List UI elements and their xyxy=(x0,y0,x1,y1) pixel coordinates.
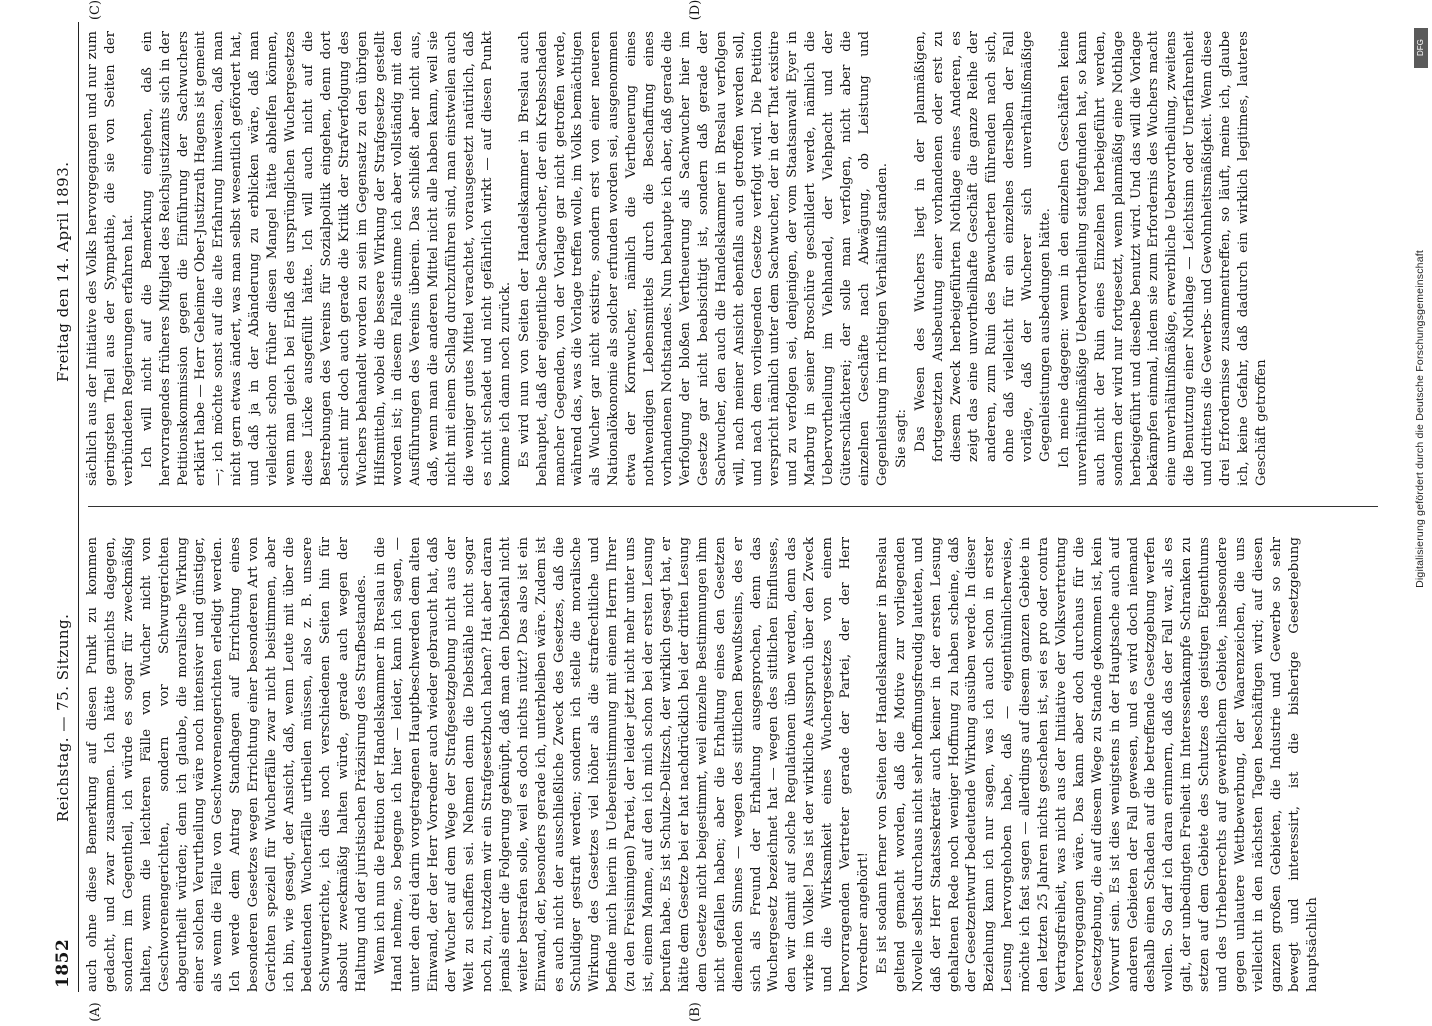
running-header xyxy=(48,22,79,992)
left-paragraph-2: Wenn ich nun die Petition der Handelskammer in Breslau in die Hand nehme, so begegne ich hier — leider, kann ich sagen, — unter den drei darin vorgetragenen Hauptbeschwerden dem alten Einwand, der der Herr Vorredner auch wieder gebraucht hat, daß der Wucher auf dem Wege der Strafgesetzgebung nicht aus der Welt zu schaffen sei. Nehmen denn die Diebstähle nicht sogar noch zu, trotzdem wir ein Strafgesetzbuch haben? Hat aber daran jemals einer die Folgerung geknüpft, daß man den Diebstahl nicht weiter bestrafen solle, weil es doch nichts nützt? Das also ist ein Einwand, der, besonders gerade ich, unterbleiben wäre. Zudem ist es auch nicht der ausschließliche Zweck des Gesetzes, daß die Schuldiger gestraft werden; sondern ich stelle die moralische Wirkung des Gesetzes viel höher als die strafrechtliche und befinde mich hierin in Uebereinstimmung mit einem Herrn Ihrer (zu den Freisinnigen) Partei, der leider jetzt nicht mehr unter uns ist, einem Manne, auf den ich mich schon bei der ersten Lesung berufen habe. Es ist Schulze-Delitzsch, der wirklich gesagt hat, er hätte dem Gesetze bei er hat nachdrücklich bei der dritten Lesung dem Gesetze nicht beigestimmt, weil einzelne Bestimmungen ihm nicht gefallen haben; aber die Erhaltung eines den Gesetzen dienenden Sinnes — wegen des sittlichen Bewußtseins, des er sich als Freund der Erhaltung ausgesprochen, denn das Wuchergesetz bezeichnet hat — wegen des sittlichen Einflusses, den wir damit auf solche Regulationen üben werden, denn das wirke im Volke! Das ist der wirkliche Ausspruch über den Zweck und die Wirksamkeit eines Wuchergesetzes von einem hervorragenden Vertreter gerade der Partei, der der Herr Vorredner angehört! xyxy=(372,537,871,992)
header-left-title: Reichstag. — 75. Sitzung. xyxy=(54,613,72,822)
page-number: 1852 xyxy=(53,938,73,988)
margin-marker-d: (D) xyxy=(688,0,703,21)
left-paragraph-3: Es ist sodann ferner von Seiten der Handelskammer in Breslau geltend gemacht worden, daß die Motive zur vorliegenden Novelle selbst durchaus nicht sehr hoffnungsfreudig lauteten, und daß der Herr Staatssekretär auch keiner in der ersten Lesung gehaltenen Rede noch weniger Hoffnung zu haben scheine, daß der Gesetzentwurf bedeutende Wirkung ausüben werde. In dieser Beziehung kann ich nur sagen, was ich auch schon in erster Lesung hervorgehoben habe, daß — eigenthümlicherweise, möchte ich fast sagen — allerdings auf diesem ganzen Gebiete in den letzten 25 Jahren nichts geschehen ist, sei es pro oder contra Vertragsfreiheit, was nicht aus der Initiative der Volksvertretung hervorgegangen wäre. Das kann aber doch durchaus für die Gesetzgebung, die auf diesem Wege zu Stande gekommen ist, kein Vorwurf sein. Es ist dies wenigstens in der Hauptsache auch auf anderen Gebieten der Fall gewesen, und es wird doch niemand deshalb einen Schaden auf die betreffende Gesetzgebung werfen wollen. So darf ich daran erinnern, daß das der Fall war, als es galt, der unbedingten Freiheit im Interessenkampfe Schranken zu setzen auf dem Gebiete des Schutzes des geistigen Eigenthums und des Urheberrechts auf gewerblichem Gebiete, insbesondere gegen unlautere Wettbewerbung, der Waarenzeichen, die uns vielleicht in den nächsten Tagen beschäftigen wird; auf diesen ganzen großen Gebieten, die Industrie und Gewerbe so sehr bewegt und interessirt, ist die bisherige Gesetzgebung hauptsächlich xyxy=(874,537,1320,992)
margin-marker-a: (A) xyxy=(88,1002,103,1022)
right-paragraph-1: sächlich aus der Initiative des Volks hervorgegangen und nur zum geringsten Theil aus der Sympathie, die sie von Seiten der verbündeten Regierungen erfahren hat. xyxy=(85,31,136,486)
left-paragraph-1: auch ohne diese Bemerkung auf diesen Punkt zu kommen gedacht, und zwar zusammen. Ich hätte garnichts dagegen, sondern im Gegentheil, ich würde es sogar für zweckmäßig halten, wenn die leichteren Fälle von Wucher nicht von Geschworenengerichten, sondern vor Schwurgerichten abgeurtheilt würden; denn ich glaube, die moralische Wirkung einer solchen Verurtheilung wäre noch intensiver und günstiger, als wenn die Fälle von Geschworenengerichten erledigt werden. Ich werde dem Antrag Standhagen auf Errichtung eines besonderen Gesetzes wegen Errichtung einer besonderen Art von Gerichten speziell für Wucherfälle zwar nicht beistimmen, aber ich bin, wie gesagt, der Ansicht, daß, wenn Leute mit über die bedeutenden Wucherfälle urtheilen müssen, also z. B. unsere Schwurgerichte, ich dies noch verschiedenen Seiten hin für absolut zweckmäßig halten würde, gerade auch wegen der Haltung und der juristischen Präzisirung des Strafbestandes. xyxy=(85,537,369,992)
right-paragraph-5: Ich meine dagegen: wenn in den einzelnen Geschäften keine unverhältnißmäßige Uebervortheilung stattgefunden hat, so kann auch nicht der Ruin eines Einzelnen herbeigeführt werden, sondern der wird nur fortgesetzt, wenn planmäßig eine Nothlage herbeigeführt und dieselbe benutzt wird. Und das will die Vorlage bekämpfen einmal, indem sie zum Erfordernis des Wuchers macht eine unverhältnißmäßige, erwerbliche Uebervortheilung, zweitens die Benutzung einer Nothlage — Leichtsinn oder Unerfahrenheit und drittens die Gewerbs- und Gewohnheitsmäßigkeit. Wenn diese drei Erfordernisse zusammentreffen, so läuft, meine ich, glaube ich, keine Gefahr, daß dadurch ein wirklich legitimes, lauteres Geschäft getroffen xyxy=(1056,31,1269,486)
left-column xyxy=(84,537,1384,992)
margin-marker-b: (B) xyxy=(688,1002,703,1022)
right-column xyxy=(84,31,1384,486)
right-paragraph-2: Ich will nicht auf die Bemerkung eingehen, daß ein hervorragendes früheres Mitglied des Reichsjustizamts sich in der Petitionskommission gegen die Einführung der Sachwuchers erklärt habe — Herr Geheimer Ober-Justizrath Hagens ist gemeint —; ich möchte sonst auf die alte Erfahrung hinweisen, daß man nicht gern etwas ändert, was man selbst wesentlich gefördert hat, und daß ja in der Abänderung zu erblicken wäre, daß man vielleicht schon früher diesen Mangel hätte abhelfen können, wenn man gleich bei Erlaß des ursprünglichen Wuchergesetzes diese Lücke ausgefüllt hätte. Ich will auch nicht auf die Bestrebungen des Vereins für Sozialpolitik eingehen, denn dort scheint mir doch auch gerade die Kritik der Strafverfolgung des Wuchers behandelt worden zu sein im Gegensatz zu den übrigen Hilfsmitteln, wobei die bessere Wirkung der Strafgesetze gestellt worden ist; in diesem Falle stimme ich aber vollständig mit den Ausführungen des Vereins überein. Das schließt aber nicht aus, daß, wenn man die anderen Mittel nicht alle haben kann, weil sie nicht mit einem Schlag durchzuführen sind, man einstweilen auch die weniger gutes Mittel verachtet, vorausgesetzt natürlich, daß es nicht schadet und nicht gefährlich wirkt — auf diesen Punkt komme ich dann noch zurück. xyxy=(139,31,513,486)
right-paragraph-4: Sie sagt: xyxy=(893,409,909,468)
dfg-badge: DFG xyxy=(1414,28,1428,68)
rotated-page-content xyxy=(48,0,1400,1022)
digitization-note: Digitalisierung gefördert durch die Deutsche Forschungsgemeinschaft xyxy=(1414,250,1426,588)
column-divider xyxy=(88,506,1378,507)
right-paragraph-3: Es wird nun von Seiten der Handelskammer in Breslau auch behauptet, daß der eigentliche Sachwucher, der ein Krebsschaden mancher Gegenden, von der Vorlage gar nicht getroffen werde, während das, was die Vorlage treffen wolle, im Volks bemächtigen als Wucher gar nicht existire, sondern erst von einer neueren Nationalökonomie als solcher erfunden worden sei, ausgenommen etwa der Kornwucher, nämlich die Vertheuerung eines nothwendigen Lebensmittels durch die Beschaffung eines vorhandenen Nothstandes. Nun behaupte ich aber, daß gerade die Verfolgung der bloßen Vertheuerung als Sachwucher hier im Gesetze gar nicht beabsichtigt ist, sondern daß gerade der Sachwucher, den auch die Handelskammer in Breslau verfolgen will, nach meiner Ansicht ebenfalls auch getroffen werden soll, und nach dem vorliegenden Gesetze verfolgt wird. Die Petition verspricht nämlich unter dem Sachwucher, der in der That existire und zu verfolgen sei, denjenigen, der vom Staatsanwalt Eyer in Marburg in seiner Broschüre geschildert werde, nämlich die Uebervortheilung im Viehhandel, der Viehpacht und der Güterschlächterei; der solle man verfolgen, nicht aber die einzelnen Geschäfte nach Abwägung, ob Leistung und Gegenleistung im richtigen Verhältniß standen. xyxy=(516,31,890,486)
margin-marker-c: (C) xyxy=(88,0,103,21)
header-right-title: Freitag den 14. April 1893. xyxy=(54,161,72,382)
right-quote: Das Wesen des Wuchers liegt in der planmäßigen, fortgesetzten Ausbeutung einer vorhandenen oder erst zu diesem Zweck herbeigeführten Nothlage eines Anderen, es zeigt das eine unvortheilhafte Geschäft die ganze Reihe der anderen, zum Ruin des Bewucherten führenden nach sich, ohne daß vielleicht für ein einzelnes derselben der Fall vorläge, daß der Wucherer sich unverhältnißmäßige Gegenleistungen ausbedungen hätte. xyxy=(912,31,1054,462)
